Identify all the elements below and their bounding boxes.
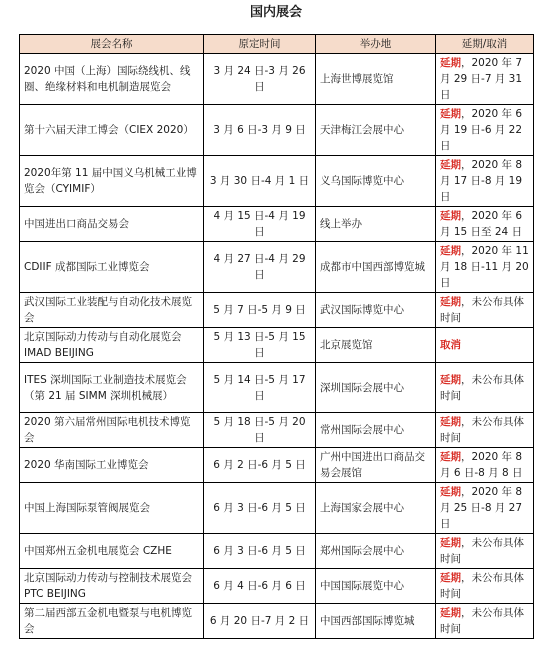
- status-detail: ，未公布具体时间: [440, 296, 524, 324]
- exhibition-table: [19, 34, 534, 639]
- status-cell: [436, 328, 534, 363]
- exhibition-name-cell: ITES 深圳国际工业制造技术展览会（第 21 届 SIMM 深圳机械展）: [20, 363, 204, 413]
- table-row: [20, 242, 534, 293]
- original-date-cell: 6 月 2 日-6 月 5 日: [204, 448, 316, 483]
- status-highlight: 延期: [440, 486, 461, 498]
- status-cell: [436, 604, 534, 639]
- exhibition-name-cell: 中国郑州五金机电展览会 CZHE: [20, 534, 204, 569]
- venue-cell: 广州中国进出口商品交易会展馆: [316, 448, 436, 483]
- exhibition-name-cell: 中国上海国际泵管阀展览会: [20, 483, 204, 534]
- table-row: [20, 328, 534, 363]
- venue-cell: 上海国家会展中心: [316, 483, 436, 534]
- original-date-cell: 6 月 3 日-6 月 5 日: [204, 534, 316, 569]
- table-row: [20, 105, 534, 156]
- exhibition-name-cell: 2020 华南国际工业博览会: [20, 448, 204, 483]
- status-highlight: 延期: [440, 572, 461, 584]
- exhibition-name-cell: 2020年第 11 届中国义乌机械工业博览会（CYIMIF）: [20, 156, 204, 207]
- exhibition-name-cell: 中国进出口商品交易会: [20, 207, 204, 242]
- venue-cell: 郑州国际会展中心: [316, 534, 436, 569]
- status-highlight: 延期: [440, 159, 461, 171]
- exhibition-name-cell: 北京国际动力传动与控制技术展览会 PTC BEIJING: [20, 569, 204, 604]
- exhibition-name-cell: CDIIF 成都国际工业博览会: [20, 242, 204, 293]
- status-highlight: 取消: [440, 339, 461, 351]
- status-detail: ，2020 年 6 月 15 日至 24 日: [440, 210, 523, 238]
- status-cell: [436, 242, 534, 293]
- table-body: [20, 54, 534, 639]
- status-cell: [436, 105, 534, 156]
- status-detail: ，2020 年 11 月 18 日-11 月 20 日: [440, 245, 529, 289]
- status-highlight: 延期: [440, 451, 461, 463]
- status-detail: ，2020 年 7 月 29 日-7 月 31 日: [440, 57, 523, 101]
- exhibition-name-cell: 第十六届天津工博会（CIEX 2020）: [20, 105, 204, 156]
- original-date-cell: 5 月 14 日-5 月 17 日: [204, 363, 316, 413]
- table-row: [20, 483, 534, 534]
- exhibition-name-cell: 第二届西部五金机电暨泵与电机博览会: [20, 604, 204, 639]
- page-title: 国内展会: [249, 5, 302, 20]
- status-detail: ，未公布具体时间: [440, 416, 524, 444]
- status-cell: [436, 207, 534, 242]
- header-original-date: 原定时间: [204, 35, 316, 54]
- table-row: [20, 448, 534, 483]
- original-date-cell: 3 月 30 日-4 月 1 日: [204, 156, 316, 207]
- status-detail: ，未公布具体时间: [440, 572, 524, 600]
- original-date-cell: 6 月 4 日-6 月 6 日: [204, 569, 316, 604]
- venue-cell: 成都市中国西部博览城: [316, 242, 436, 293]
- status-highlight: 延期: [440, 210, 461, 222]
- original-date-cell: 3 月 6 日-3 月 9 日: [204, 105, 316, 156]
- status-highlight: 延期: [440, 373, 461, 386]
- header-status: 延期/取消: [436, 35, 534, 54]
- table-row: [20, 534, 534, 569]
- status-highlight: 延期: [440, 57, 461, 69]
- status-cell: [436, 483, 534, 534]
- venue-cell: 深圳国际会展中心: [316, 363, 436, 413]
- header-venue: 举办地: [316, 35, 436, 54]
- table-row: [20, 54, 534, 105]
- original-date-cell: 3 月 24 日-3 月 26 日: [204, 54, 316, 105]
- status-detail: ，2020 年 8 月 6 日-8 月 8 日: [440, 451, 523, 479]
- status-highlight: 延期: [440, 108, 461, 120]
- venue-cell: 上海世博展览馆: [316, 54, 436, 105]
- status-detail: ，2020 年 6 月 19 日-6 月 22 日: [440, 108, 523, 152]
- venue-cell: 天津梅江会展中心: [316, 105, 436, 156]
- venue-cell: 武汉国际博览中心: [316, 293, 436, 328]
- exhibition-name-cell: 2020 中国（上海）国际绕线机、线圈、绝缘材料和电机制造展览会: [20, 54, 204, 105]
- venue-cell: 义乌国际博览中心: [316, 156, 436, 207]
- original-date-cell: 5 月 7 日-5 月 9 日: [204, 293, 316, 328]
- status-detail: ，未公布具体时间: [440, 537, 524, 565]
- venue-cell: 北京展览馆: [316, 328, 436, 363]
- venue-cell: 中国西部国际博览城: [316, 604, 436, 639]
- original-date-cell: 6 月 20 日-7 月 2 日: [204, 604, 316, 639]
- table-header-row: [20, 35, 534, 54]
- venue-cell: 常州国际会展中心: [316, 413, 436, 448]
- status-cell: [436, 569, 534, 604]
- exhibition-name-cell: 北京国际动力传动与自动化展览会 IMAD BEIJING: [20, 328, 204, 363]
- status-cell: [436, 534, 534, 569]
- table-row: [20, 363, 534, 413]
- status-highlight: 延期: [440, 416, 461, 428]
- table-row: [20, 604, 534, 639]
- status-detail: ，未公布具体时间: [440, 607, 524, 635]
- table-row: [20, 293, 534, 328]
- status-cell: [436, 156, 534, 207]
- status-cell: [436, 363, 534, 413]
- status-highlight: 延期: [440, 537, 461, 549]
- table-row: [20, 569, 534, 604]
- status-highlight: 延期: [440, 607, 461, 619]
- exhibition-name-cell: 武汉国际工业装配与自动化技术展览会: [20, 293, 204, 328]
- status-detail: ，未公布具体时间: [440, 373, 524, 402]
- table-row: [20, 413, 534, 448]
- status-highlight: 延期: [440, 296, 461, 308]
- original-date-cell: 4 月 27 日-4 月 29 日: [204, 242, 316, 293]
- status-detail: ，2020 年 8 月 17 日-8 月 19 日: [440, 159, 523, 203]
- original-date-cell: 5 月 13 日-5 月 15 日: [204, 328, 316, 363]
- status-cell: [436, 293, 534, 328]
- status-cell: [436, 448, 534, 483]
- original-date-cell: 6 月 3 日-6 月 5 日: [204, 483, 316, 534]
- venue-cell: 线上举办: [316, 207, 436, 242]
- table-row: [20, 207, 534, 242]
- status-detail: ，2020 年 8 月 25 日-8 月 27 日: [440, 486, 523, 530]
- original-date-cell: 5 月 18 日-5 月 20 日: [204, 413, 316, 448]
- venue-cell: 中国国际展览中心: [316, 569, 436, 604]
- status-cell: [436, 54, 534, 105]
- table-row: [20, 156, 534, 207]
- status-cell: [436, 413, 534, 448]
- exhibition-name-cell: 2020 第六届常州国际电机技术博览会: [20, 413, 204, 448]
- header-exhibition-name: 展会名称: [20, 35, 204, 54]
- status-highlight: 延期: [440, 245, 461, 257]
- original-date-cell: 4 月 15 日-4 月 19 日: [204, 207, 316, 242]
